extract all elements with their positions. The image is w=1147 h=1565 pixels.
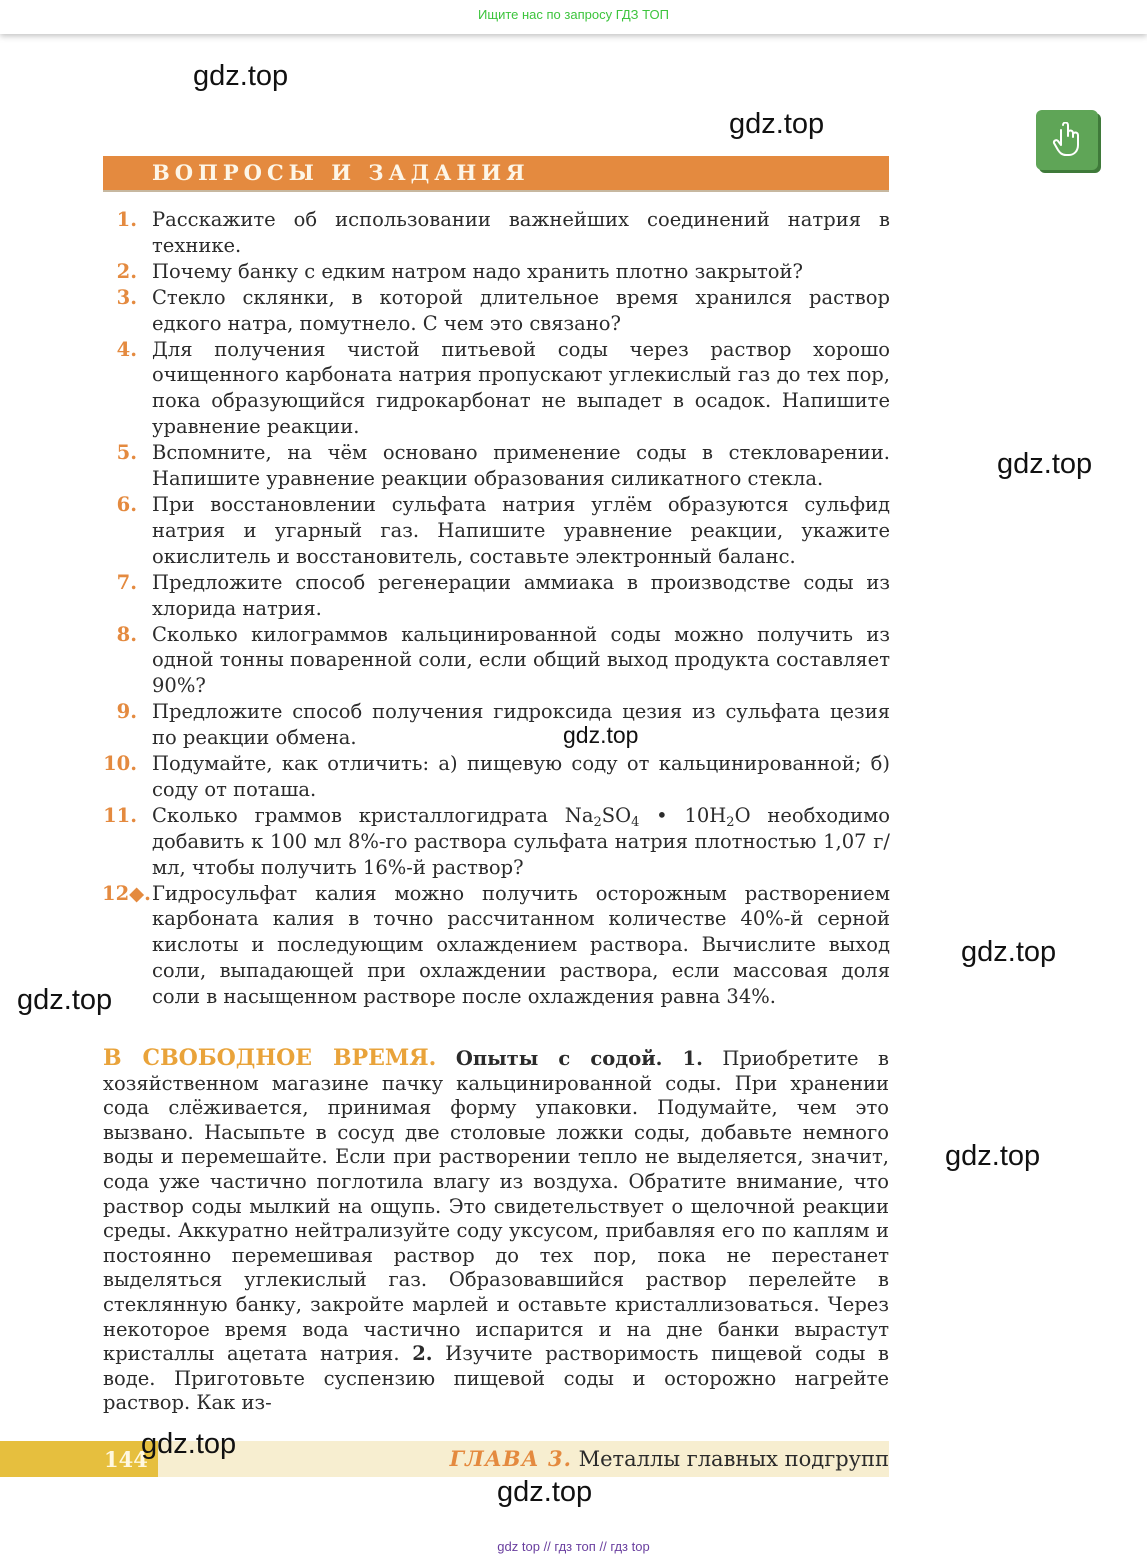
question-item [100,803,890,881]
question-number: 2. [116,259,137,283]
section-title: ВОПРОСЫ И ЗАДАНИЯ [152,160,530,185]
leisure-part2-label: 2. [412,1342,433,1366]
page-number: 144 [104,1447,148,1472]
question-item [100,622,890,700]
question-text-part: Сколько граммов кристаллогидрата Na [152,803,594,827]
question-number: 12◆. [102,881,151,905]
leisure-heading: В СВОБОДНОЕ ВРЕМЯ. [103,1045,437,1071]
question-item [100,492,890,570]
question-item [100,337,890,441]
leisure-section [103,1046,889,1416]
question-number: 8. [116,622,137,646]
question-number: 10. [103,752,137,776]
question-number: 11. [103,803,137,827]
watermark: gdz.top [193,60,289,92]
question-text: Вспомните, на чём основано применение соды в стекловарении. Напишите уравнение реакции образования силикатного стекла. [152,441,890,491]
leisure-part2-text: Изучите растворимость пищевой соды в воде. Приготовьте суспензию пищевой соды и осторожно нагрейте раствор. Как из- [103,1342,890,1415]
watermark: gdz.top [945,1140,1041,1172]
watermark: gdz.top [141,1428,237,1460]
question-text [152,803,890,881]
question-item [100,751,890,803]
formula-subscript: 2 [593,814,602,830]
top-banner [0,0,1147,34]
question-text: Гидросульфат калия можно получить осторожным растворением карбоната калия в точно рассчитанном количестве 40%-й серной кислоты и последующим охлаждением раствора. Вычислите выход соли, выпадающей при охлаждении раствора, если массовая доля соли в насыщенном растворе после охлаждения равна 34%. [152,881,890,1009]
question-number: 3. [116,285,137,309]
question-item [100,285,890,337]
watermark: gdz.top [729,108,825,140]
question-number: 7. [116,570,137,594]
hand-pointer-icon [1052,122,1082,158]
hand-pointer-button[interactable] [1036,110,1098,170]
link-separator: // [543,1539,551,1554]
bottom-link[interactable]: гдз топ [554,1539,596,1554]
question-text-part: SO [601,803,632,827]
question-text: Предложите способ регенерации аммиака в производстве соды из хлорида натрия. [152,570,890,620]
watermark: gdz.top [997,448,1093,480]
question-number: 5. [116,441,137,465]
question-number: 6. [116,492,137,516]
leisure-text: Приобретите в хозяйственном магазине пачку кальцинированной соды. При хранении сода слёживается, принимая форму упаковки. Подумайте, чем это вызвано. Насыпьте в сосуд две столовые ложки соды, добавьте немного воды и перемешайте. Если при растворении тепло не выделяется, значит, сода уже частично поглотила влагу из воздуха. Обратите внимание, что раствор соды мылкий на ощупь. Это свидетельствует о щелочной реакции среды. Аккуратно нейтрализуйте соду уксусом, прибавляя его по каплям и постоянно перемешивая раствор до тех пор, пока не перестанет выделяться углекислый газ. Образовавшийся раствор перелейте в стеклянную банку, закройте марлей и оставьте кристаллизоваться. Через некоторое время вода частично испарится и на дне банки вырастут кристаллы ацетата натрия. [103,1047,889,1366]
question-item [100,259,890,285]
chapter-label: ГЛАВА 3. [449,1446,572,1471]
watermark: gdz.top [961,936,1057,968]
question-text: Для получения чистой питьевой соды через раствор хорошо очищенного карбоната натрия пропускают углекислый газ до тех пор, пока образующийся гидрокарбонат не выпадет в осадок. Напишите уравнение реакции. [152,337,890,439]
watermark: gdz.top [497,1476,593,1508]
question-number: 1. [116,208,137,231]
link-separator: // [599,1539,607,1554]
chapter-title: Металлы главных подгрупп [578,1447,889,1471]
formula-subscript: 2 [726,814,735,830]
question-number: 4. [116,337,137,361]
question-item [100,881,890,1011]
section-banner [103,156,889,192]
formula-subscript: 4 [631,814,640,830]
question-item [100,207,890,259]
question-item [100,570,890,622]
question-text: При восстановлении сульфата натрия углём образуются сульфид натрия и угарный газ. Напишите уравнение реакции, укажите окислитель и восстановитель, составьте электронный баланс. [152,492,890,568]
question-text: Стекло склянки, в которой длительное время хранился раствор едкого натра, помутнело. С чем это связано? [152,285,890,335]
question-text: Сколько килограммов кальцинированной соды можно получить из одной тонны поваренной соли, если общий выход продукта составляет 90%? [152,622,890,698]
leisure-subheading: Опыты с содой. 1. [455,1047,703,1070]
bottom-link[interactable]: гдз top [610,1539,650,1554]
watermark: gdz.top [17,984,113,1016]
question-text: Почему банку с едким натром надо хранить плотно закрытой? [152,259,804,283]
questions-list [100,207,890,1010]
chapter-footer [450,1446,889,1471]
question-text-part: • 10H [639,803,727,827]
question-text: Предложите способ получения гидроксида цезия из сульфата цезия по реакции обмена. [152,700,890,750]
question-text: Расскажите об использовании важнейших соединений натрия в технике. [152,208,890,257]
question-text-part: O необходимо добавить к 100 мл 8%-го раствора сульфата натрия плотностью 1,07 г/мл, чтобы получить 16%-й раствор? [152,803,890,879]
question-number: 9. [116,700,137,724]
question-text: Подумайте, как отличить: а) пищевую соду от кальцинированной; б) соду от поташа. [152,752,890,801]
bottom-links [0,1539,1147,1554]
question-item [100,440,890,492]
bottom-link[interactable]: gdz top [497,1539,540,1554]
watermark: gdz.top [563,722,639,748]
question-item [100,699,890,751]
search-us-link[interactable]: Ищите нас по запросу ГДЗ ТОП [478,7,669,22]
